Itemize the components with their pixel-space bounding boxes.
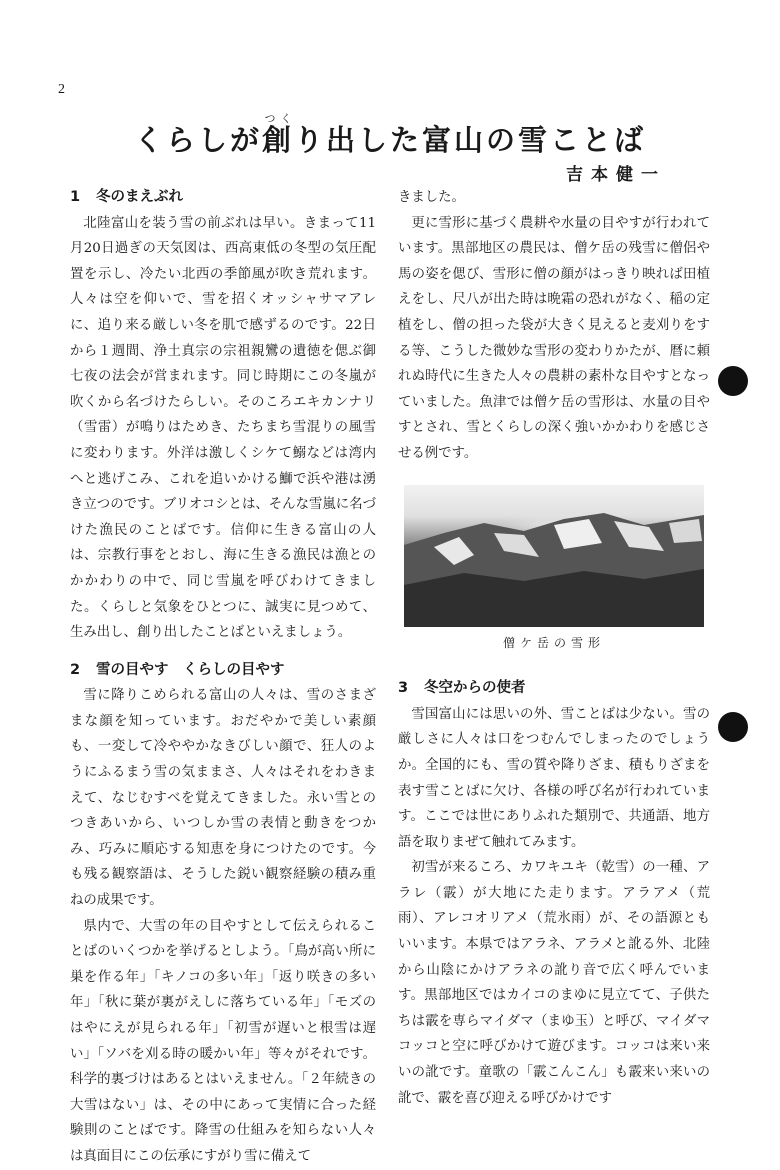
section-1-paragraph-1: 北陸富山を装う雪の前ぶれは早い。きまって11月20日過ぎの天気図は、西高東低の冬型の気圧配置を示し、冷たい北西の季節風が吹き荒れます。人々は空を仰いで、雪を招くオッシャサマアレに、追り来る厳しい冬を肌で感ずるのです。22日から１週間、浄土真宗の宗祖親鸞の遺徳を偲ぶ御七夜の法会が営まれます。同じ時期にこの冬嵐が吹くから名づけたらしい。そのころエキカンナリ（雪雷）が鳴りはためき、たちまち雪混りの風雪に変わります。外洋は激しくシケて鰯などは湾内へと逃げこみ、これを追いかける鰤で浜や港は湧き立つのです。ブリオコシとは、そんな雪嵐に名づけた漁民のことばです。信仰に生きる富山の人は、宗教行事をとおし、海に生きる漁民は漁とのかかわりの中で、同じ雪嵐を呼びわけてきました。くらしと気象をひとつに、誠実に見つめて、生み出し、創り出したことばといえましょう。 <box>70 215 376 641</box>
section-2-paragraph-4: 更に雪形に基づく農耕や水量の目やすが行われています。黒部地区の農民は、僧ケ岳の残雪に僧侶や馬の姿を偲び、雪形に僧の顔がはっきり映れば田植えをし、尺八が出た時は晩霜の恐れがなく、稲の定植をし、僧の担った袋が大きく見えると麦刈りをする等、こうした微妙な雪形の変わりかたが、暦に頼れぬ時代に生きた人々の農耕の素朴な目やすとなっていました。魚津では僧ケ岳の雪形は、水量の目やすとされ、雪とくらしの深く強いかかわりを感じさせる例です。 <box>398 215 710 461</box>
section-1-number: 1 <box>70 189 81 205</box>
section-3-title: 冬空からの使者 <box>424 680 526 697</box>
title-ruby <box>261 112 294 157</box>
left-column <box>70 185 376 1170</box>
section-1-title: 冬のまえぶれ <box>96 189 183 205</box>
section-2-number: 2 <box>70 661 81 678</box>
section-2-title: 雪の目やす くらしの目やす <box>96 661 285 678</box>
section-2-paragraph-1: 雪に降りこめられる富山の人々は、雪のさまざまな顔を知っています。おだやかで美しい素顔も、一変して冷ややかなきびしい顔で、狂人のようにふるまう雪の気ままさ、人々はそれをわきまえて、なじむすべを覚えてきました。永い雪とのつきあいから、いつしか雪の表情と動きをつかみ、巧みに順応する知恵を身につけたのです。今も残る観察語は、そうした鋭い観察経験の積み重ねの成果です。 <box>70 688 376 909</box>
mountain-photo <box>404 485 704 627</box>
photo-caption: 僧ケ岳の雪形 <box>502 635 605 650</box>
section-2-paragraph-2: 県内で、大雪の年の目やすとして伝えられることばのいくつかを挙げるとしよう。「鳥が高い所に巣を作る年」「キノコの多い年」「返り咲きの多い年」「秋に葉が裏がえしに落ちている年」「モズのはやにえが見られる年」「初雪が遅いと根雪は遅い」「ソバを刈る時の暖かい年」等々がそれです。科学的裏づけはあるとはいえません。「２年続きの大雪はない」は、その中にあって実情に合った経験則のことばです。降雪の仕組みを知らない人々は真面目にこの伝承にすがり雪に備えて <box>70 918 376 1164</box>
section-3-paragraph-1: 雪国富山には思いの外、雪ことばは少ない。雪の厳しさに人々は口をつむんでしまったのでしょうか。全国的にも、雪の質や降りざま、積もりざまを表す雪ことばに欠け、各様の呼び名が行われています。ここでは世にありふれた類別で、共通語、地方語を取りまぜて触れてみます。 <box>398 706 710 850</box>
title-part-1: くらしが <box>133 123 262 157</box>
section-2-paragraph-3: きました。 <box>398 190 465 205</box>
section-3-number: 3 <box>398 680 409 697</box>
section-2-heading <box>70 658 376 684</box>
page-number: 2 <box>58 82 65 97</box>
section-3-heading <box>398 676 710 702</box>
title-ruby-base: 創 <box>261 123 294 157</box>
article-title <box>0 112 780 159</box>
section-1-heading <box>70 185 376 211</box>
punch-hole-mark-bottom <box>718 712 748 742</box>
title-part-2: り出した富山の雪ことば <box>294 123 647 157</box>
punch-hole-mark-top <box>718 366 748 396</box>
title-ruby-reading: つく <box>261 112 294 125</box>
right-column <box>398 185 710 1111</box>
mountain-photo-drawing <box>404 485 704 627</box>
author-name: 吉本健一 <box>566 165 666 185</box>
section-3-paragraph-2: 初雪が来るころ、カワキユキ（乾雪）の一種、アラレ（霰）が大地にた走ります。アラアメ（荒雨）、アレコオリアメ（荒氷雨）が、その語源ともいいます。本県ではアラネ、アラメと訛る外、北陸から山陰にかけアラネの訛り音で広く呼んでいます。黒部地区ではカイコのまゆに見立てて、子供たちは霰を専らマイダマ（まゆ玉）と呼び、マイダマコッコと空に呼びかけて遊びます。コッコは来い来いの訛です。童歌の「霰こんこん」も霰来い来いの訛で、霰を喜び迎える呼びかけです <box>398 860 710 1106</box>
